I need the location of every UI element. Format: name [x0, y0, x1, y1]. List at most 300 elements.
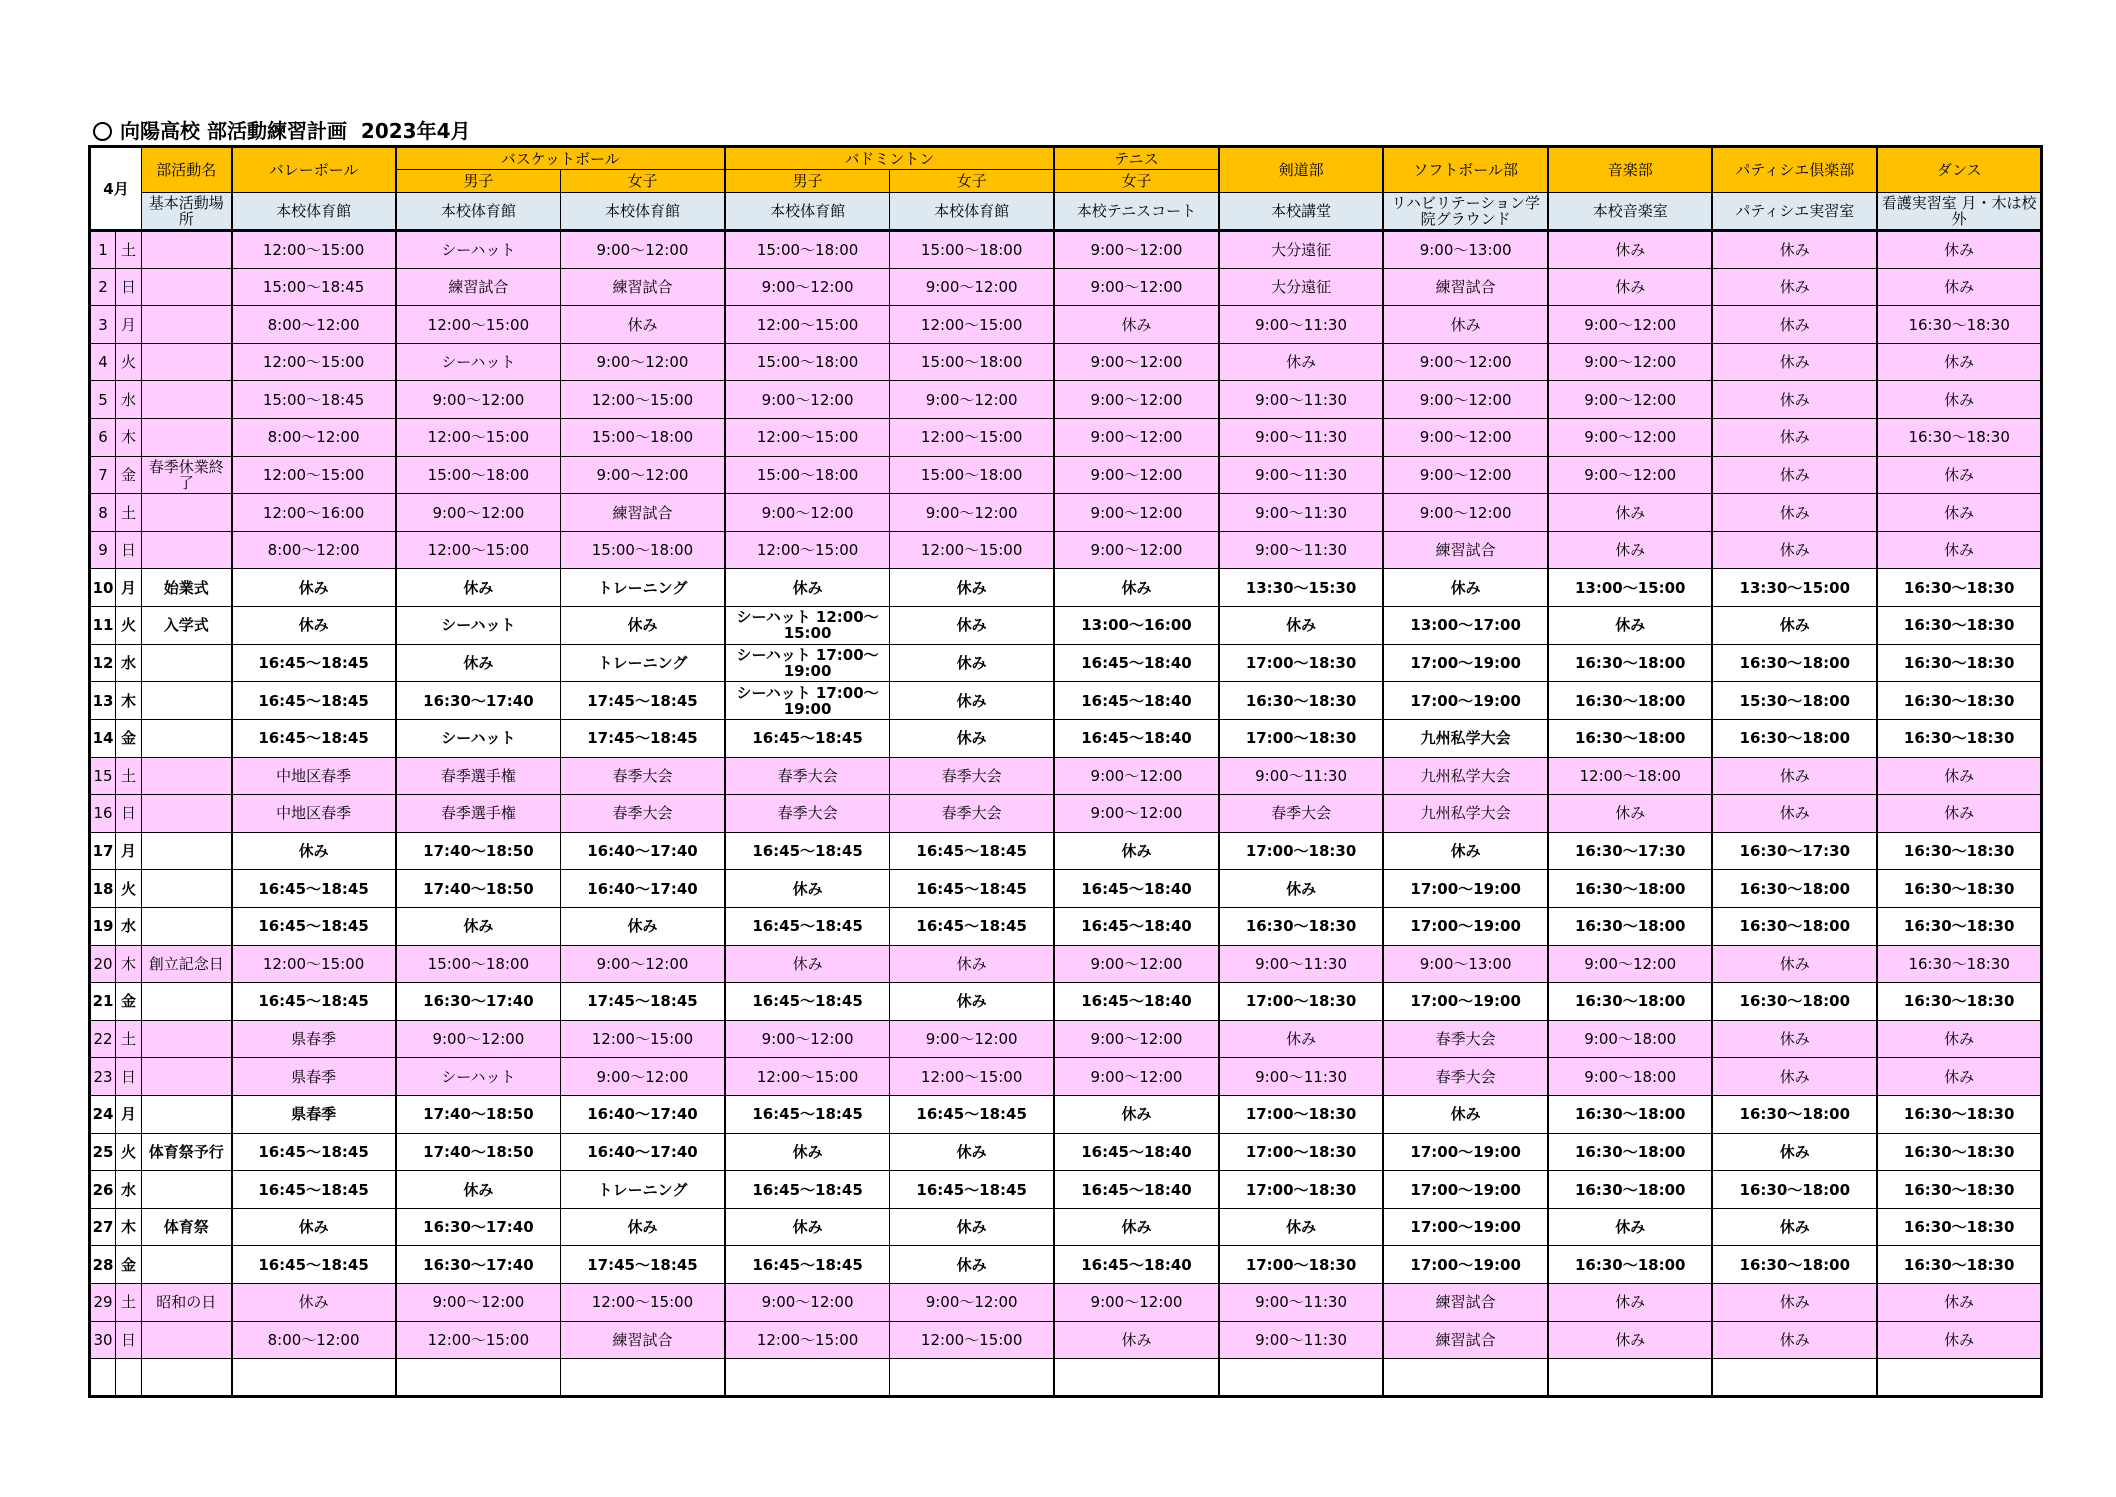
- schedule-cell: 17:00～19:00: [1383, 1246, 1548, 1284]
- schedule-cell: 9:00～12:00: [890, 268, 1054, 306]
- schedule-cell: 16:30～18:00: [1548, 1096, 1712, 1134]
- schedule-cell: 春季大会: [1219, 795, 1383, 833]
- schedule-cell: 12:00～15:00: [725, 1058, 890, 1096]
- table-row: [90, 1171, 2042, 1209]
- schedule-cell: 16:45～18:40: [1054, 719, 1219, 757]
- schedule-cell: 8:00～12:00: [232, 306, 396, 344]
- schedule-cell: 休み: [1054, 1096, 1219, 1134]
- schedule-cell: シーハット 17:00～19:00: [725, 644, 890, 682]
- schedule-cell: 県春季: [232, 1096, 396, 1134]
- schedule-cell: 16:45～18:45: [890, 1096, 1054, 1134]
- schedule-cell: 17:00～18:30: [1219, 832, 1383, 870]
- schedule-cell: 9:00～13:00: [1383, 945, 1548, 983]
- schedule-cell: 休み: [890, 682, 1054, 720]
- schedule-cell: 12:00～15:00: [890, 1321, 1054, 1359]
- schedule-cell: 17:00～19:00: [1383, 1133, 1548, 1171]
- schedule-cell: 休み: [890, 607, 1054, 645]
- schedule-cell: 17:40～18:50: [396, 870, 561, 908]
- schedule-cell: 12:00～15:00: [396, 1321, 561, 1359]
- schedule-cell: 16:30～17:40: [396, 983, 561, 1021]
- schedule-cell: 16:30～18:30: [1877, 1171, 2041, 1209]
- group-softball: ソフトボール部: [1383, 147, 1548, 193]
- day-number: 13: [90, 682, 116, 720]
- schedule-cell: 9:00～12:00: [561, 1058, 725, 1096]
- schedule-cell: 16:30～18:00: [1548, 907, 1712, 945]
- schedule-cell: 17:00～19:00: [1383, 983, 1548, 1021]
- day-note: [142, 1058, 232, 1096]
- venue-badminton-boys: 本校体育館: [725, 193, 890, 231]
- schedule-cell: 16:30～18:30: [1877, 569, 2041, 607]
- schedule-cell: 16:45～18:40: [1054, 870, 1219, 908]
- day-note: 始業式: [142, 569, 232, 607]
- day-number: 22: [90, 1020, 116, 1058]
- empty-cell: [561, 1359, 725, 1397]
- schedule-cell: トレーニング: [561, 569, 725, 607]
- day-note: [142, 531, 232, 569]
- schedule-cell: 休み: [1712, 456, 1877, 494]
- schedule-cell: 13:30～15:30: [1219, 569, 1383, 607]
- table-row: [90, 757, 2042, 795]
- empty-cell: [142, 1359, 232, 1397]
- schedule-cell: 9:00～12:00: [1548, 381, 1712, 419]
- table-row: [90, 719, 2042, 757]
- day-number: 10: [90, 569, 116, 607]
- day-note: [142, 1321, 232, 1359]
- day-note: [142, 343, 232, 381]
- group-music: 音楽部: [1548, 147, 1712, 193]
- schedule-cell: 9:00～12:00: [396, 1020, 561, 1058]
- schedule-cell: 16:30～18:00: [1712, 983, 1877, 1021]
- schedule-cell: 17:00～18:30: [1219, 644, 1383, 682]
- schedule-cell: 17:00～18:30: [1219, 1133, 1383, 1171]
- schedule-cell: 休み: [1712, 419, 1877, 457]
- day-number: 28: [90, 1246, 116, 1284]
- schedule-cell: 16:30～18:00: [1548, 983, 1712, 1021]
- schedule-cell: 16:45～18:45: [725, 832, 890, 870]
- day-note: [142, 494, 232, 532]
- schedule-cell: 16:30～18:30: [1877, 1246, 2041, 1284]
- schedule-cell: 9:00～11:30: [1219, 456, 1383, 494]
- schedule-cell: 16:45～18:40: [1054, 983, 1219, 1021]
- schedule-cell: 休み: [396, 644, 561, 682]
- table-row: [90, 870, 2042, 908]
- schedule-cell: 休み: [561, 907, 725, 945]
- schedule-cell: 16:45～18:45: [232, 907, 396, 945]
- schedule-cell: 休み: [1712, 531, 1877, 569]
- table-row: [90, 1058, 2042, 1096]
- schedule-cell: 9:00～12:00: [1548, 945, 1712, 983]
- schedule-cell: 休み: [1219, 870, 1383, 908]
- empty-cell: [890, 1359, 1054, 1397]
- schedule-cell: 16:30～18:00: [1712, 1096, 1877, 1134]
- schedule-cell: 12:00～15:00: [725, 419, 890, 457]
- schedule-cell: 休み: [1712, 1284, 1877, 1322]
- schedule-cell: 12:00～15:00: [561, 381, 725, 419]
- day-number: 16: [90, 795, 116, 833]
- schedule-cell: 12:00～18:00: [1548, 757, 1712, 795]
- day-note: [142, 832, 232, 870]
- schedule-cell: 休み: [561, 306, 725, 344]
- schedule-cell: 休み: [396, 569, 561, 607]
- schedule-cell: 休み: [1877, 1020, 2041, 1058]
- schedule-cell: 17:45～18:45: [561, 1246, 725, 1284]
- table-row: [90, 1020, 2042, 1058]
- schedule-cell: 9:00～11:30: [1219, 1284, 1383, 1322]
- schedule-cell: 15:00～18:00: [561, 419, 725, 457]
- schedule-cell: 16:30～18:00: [1548, 682, 1712, 720]
- schedule-cell: 休み: [232, 832, 396, 870]
- schedule-cell: シーハット: [396, 1058, 561, 1096]
- schedule-cell: シーハット: [396, 343, 561, 381]
- schedule-cell: 9:00～12:00: [561, 945, 725, 983]
- schedule-cell: 17:40～18:50: [396, 832, 561, 870]
- weekday: 土: [116, 231, 142, 269]
- venue-label: 基本活動場所: [142, 193, 232, 231]
- schedule-cell: 9:00～12:00: [1054, 1020, 1219, 1058]
- venue-basketball-girls: 本校体育館: [561, 193, 725, 231]
- schedule-cell: 春季大会: [890, 795, 1054, 833]
- weekday: 土: [116, 1020, 142, 1058]
- day-number: 18: [90, 870, 116, 908]
- schedule-cell: 9:00～12:00: [1383, 419, 1548, 457]
- schedule-cell: 中地区春季: [232, 757, 396, 795]
- weekday: 金: [116, 456, 142, 494]
- schedule-cell: 九州私学大会: [1383, 757, 1548, 795]
- schedule-cell: 休み: [725, 1133, 890, 1171]
- schedule-cell: 9:00～12:00: [890, 1284, 1054, 1322]
- schedule-cell: 9:00～11:30: [1219, 306, 1383, 344]
- schedule-cell: 16:45～18:45: [232, 983, 396, 1021]
- weekday: 月: [116, 832, 142, 870]
- table-row: [90, 343, 2042, 381]
- schedule-cell: 16:30～18:00: [1712, 1246, 1877, 1284]
- schedule-cell: 16:30～18:30: [1877, 983, 2041, 1021]
- table-row: [90, 531, 2042, 569]
- weekday: 火: [116, 607, 142, 645]
- schedule-cell: 17:40～18:50: [396, 1096, 561, 1134]
- schedule-body: [90, 231, 2042, 1397]
- day-note: [142, 870, 232, 908]
- weekday: 火: [116, 1133, 142, 1171]
- schedule-cell: 15:00～18:45: [232, 268, 396, 306]
- day-number: 25: [90, 1133, 116, 1171]
- schedule-cell: 12:00～15:00: [232, 945, 396, 983]
- schedule-cell: 休み: [1219, 343, 1383, 381]
- day-note: 入学式: [142, 607, 232, 645]
- schedule-cell: 春季大会: [1383, 1020, 1548, 1058]
- schedule-cell: 休み: [1383, 1096, 1548, 1134]
- schedule-cell: 休み: [232, 1208, 396, 1246]
- group-kendo: 剣道部: [1219, 147, 1383, 193]
- group-patissier: パティシエ倶楽部: [1712, 147, 1877, 193]
- schedule-cell: 16:45～18:45: [725, 1096, 890, 1134]
- empty-cell: [1877, 1359, 2041, 1397]
- schedule-cell: 16:30～18:30: [1877, 644, 2041, 682]
- schedule-cell: 12:00～15:00: [561, 1020, 725, 1058]
- empty-cell: [1712, 1359, 1877, 1397]
- schedule-cell: 9:00～12:00: [1054, 343, 1219, 381]
- schedule-cell: 15:00～18:00: [725, 231, 890, 269]
- schedule-cell: 16:30～18:30: [1877, 306, 2041, 344]
- schedule-cell: 9:00～18:00: [1548, 1058, 1712, 1096]
- schedule-cell: 9:00～12:00: [890, 381, 1054, 419]
- schedule-cell: 休み: [1548, 531, 1712, 569]
- schedule-cell: トレーニング: [561, 1171, 725, 1209]
- schedule-cell: 16:30～18:00: [1548, 719, 1712, 757]
- schedule-cell: 休み: [725, 870, 890, 908]
- schedule-cell: 休み: [1712, 1020, 1877, 1058]
- schedule-cell: 12:00～15:00: [561, 1284, 725, 1322]
- day-number: 14: [90, 719, 116, 757]
- table-row: [90, 419, 2042, 457]
- schedule-cell: 9:00～12:00: [1054, 231, 1219, 269]
- schedule-cell: 休み: [725, 945, 890, 983]
- schedule-cell: 大分遠征: [1219, 231, 1383, 269]
- weekday: 日: [116, 531, 142, 569]
- schedule-cell: 休み: [1219, 1020, 1383, 1058]
- schedule-cell: 16:30～18:00: [1548, 644, 1712, 682]
- schedule-cell: 16:30～17:30: [1712, 832, 1877, 870]
- schedule-cell: 休み: [1712, 231, 1877, 269]
- empty-cell: [232, 1359, 396, 1397]
- schedule-cell: 休み: [1877, 1321, 2041, 1359]
- venue-tennis: 本校テニスコート: [1054, 193, 1219, 231]
- day-note: 体育祭: [142, 1208, 232, 1246]
- day-note: 創立記念日: [142, 945, 232, 983]
- weekday: 水: [116, 644, 142, 682]
- schedule-cell: 休み: [1877, 795, 2041, 833]
- schedule-cell: 休み: [1877, 531, 2041, 569]
- schedule-cell: 練習試合: [396, 268, 561, 306]
- schedule-cell: 8:00～12:00: [232, 419, 396, 457]
- table-row: [90, 832, 2042, 870]
- weekday: 木: [116, 682, 142, 720]
- day-note: [142, 757, 232, 795]
- schedule-cell: 9:00～12:00: [1054, 419, 1219, 457]
- schedule-cell: 17:00～19:00: [1383, 1208, 1548, 1246]
- group-badminton: バドミントン: [725, 147, 1054, 170]
- day-number: 17: [90, 832, 116, 870]
- schedule-cell: 県春季: [232, 1020, 396, 1058]
- table-row: [90, 569, 2042, 607]
- schedule-cell: 9:00～12:00: [890, 494, 1054, 532]
- schedule-cell: 県春季: [232, 1058, 396, 1096]
- schedule-cell: 12:00～15:00: [232, 231, 396, 269]
- day-note: [142, 1096, 232, 1134]
- schedule-cell: 16:45～18:45: [232, 1246, 396, 1284]
- schedule-cell: 9:00～12:00: [1054, 1058, 1219, 1096]
- schedule-cell: 練習試合: [561, 494, 725, 532]
- weekday: 木: [116, 419, 142, 457]
- schedule-cell: 休み: [1548, 231, 1712, 269]
- weekday: 木: [116, 945, 142, 983]
- schedule-cell: 春季選手権: [396, 795, 561, 833]
- table-row: [90, 945, 2042, 983]
- schedule-cell: 春季大会: [890, 757, 1054, 795]
- table-row: [90, 907, 2042, 945]
- table-row: [90, 1133, 2042, 1171]
- schedule-cell: 16:30～18:00: [1712, 719, 1877, 757]
- weekday: 月: [116, 306, 142, 344]
- schedule-cell: 9:00～12:00: [561, 456, 725, 494]
- schedule-cell: 16:45～18:45: [890, 1171, 1054, 1209]
- day-number: 6: [90, 419, 116, 457]
- schedule-cell: 休み: [1877, 381, 2041, 419]
- schedule-cell: 16:30～18:30: [1877, 607, 2041, 645]
- schedule-cell: 17:00～19:00: [1383, 1171, 1548, 1209]
- practice-schedule-table: [88, 145, 2043, 1398]
- schedule-cell: 16:45～18:45: [232, 682, 396, 720]
- weekday: 月: [116, 569, 142, 607]
- schedule-cell: 16:30～18:30: [1877, 945, 2041, 983]
- day-number: 3: [90, 306, 116, 344]
- weekday: 土: [116, 494, 142, 532]
- schedule-cell: 17:00～19:00: [1383, 870, 1548, 908]
- schedule-cell: 休み: [1877, 231, 2041, 269]
- day-note: [142, 719, 232, 757]
- schedule-cell: 休み: [1712, 607, 1877, 645]
- table-row: [90, 231, 2042, 269]
- schedule-cell: 休み: [1548, 1284, 1712, 1322]
- sub-tennis-girls: 女子: [1054, 170, 1219, 193]
- schedule-cell: 9:00～12:00: [561, 231, 725, 269]
- schedule-cell: 16:30～18:30: [1877, 1208, 2041, 1246]
- club-name-label: 部活動名: [142, 147, 232, 193]
- schedule-cell: 16:30～18:30: [1877, 870, 2041, 908]
- schedule-cell: 春季選手権: [396, 757, 561, 795]
- schedule-cell: 16:30～18:00: [1548, 870, 1712, 908]
- day-number: 23: [90, 1058, 116, 1096]
- day-note: [142, 268, 232, 306]
- schedule-cell: 春季大会: [725, 757, 890, 795]
- day-number: 30: [90, 1321, 116, 1359]
- schedule-cell: 休み: [890, 983, 1054, 1021]
- schedule-cell: 春季大会: [561, 795, 725, 833]
- day-note: [142, 644, 232, 682]
- day-number: 8: [90, 494, 116, 532]
- table-row: [90, 795, 2042, 833]
- day-note: [142, 1246, 232, 1284]
- schedule-cell: 12:00～15:00: [725, 1321, 890, 1359]
- schedule-cell: 12:00～15:00: [725, 306, 890, 344]
- day-note: [142, 381, 232, 419]
- schedule-cell: 休み: [1548, 268, 1712, 306]
- schedule-cell: 15:00～18:00: [561, 531, 725, 569]
- schedule-cell: 16:45～18:45: [890, 907, 1054, 945]
- schedule-cell: 16:45～18:45: [232, 644, 396, 682]
- schedule-cell: 休み: [1548, 1321, 1712, 1359]
- schedule-cell: 休み: [1877, 1058, 2041, 1096]
- empty-cell: [1054, 1359, 1219, 1397]
- page-title: [93, 116, 471, 146]
- day-number: 1: [90, 231, 116, 269]
- schedule-cell: 16:45～18:40: [1054, 1133, 1219, 1171]
- group-tennis: テニス: [1054, 147, 1219, 170]
- schedule-cell: 15:00～18:00: [890, 231, 1054, 269]
- table-row: [90, 1284, 2042, 1322]
- schedule-cell: 9:00～12:00: [725, 381, 890, 419]
- schedule-cell: 16:30～18:00: [1548, 1133, 1712, 1171]
- day-note: [142, 795, 232, 833]
- schedule-cell: 16:30～17:40: [396, 682, 561, 720]
- table-row: [90, 644, 2042, 682]
- schedule-cell: 休み: [1054, 1321, 1219, 1359]
- schedule-cell: 9:00～12:00: [561, 343, 725, 381]
- schedule-cell: 休み: [1712, 757, 1877, 795]
- venue-badminton-girls: 本校体育館: [890, 193, 1054, 231]
- day-number: 4: [90, 343, 116, 381]
- day-note: 昭和の日: [142, 1284, 232, 1322]
- weekday: 日: [116, 795, 142, 833]
- sub-basketball-boys: 男子: [396, 170, 561, 193]
- day-note: [142, 907, 232, 945]
- schedule-cell: 16:30～17:30: [1548, 832, 1712, 870]
- schedule-cell: 9:00～12:00: [1548, 419, 1712, 457]
- day-note: [142, 682, 232, 720]
- table-row: [90, 1096, 2042, 1134]
- schedule-cell: 9:00～12:00: [1383, 343, 1548, 381]
- schedule-cell: 休み: [396, 1171, 561, 1209]
- schedule-cell: 休み: [1712, 1058, 1877, 1096]
- day-note: [142, 231, 232, 269]
- table-row: [90, 494, 2042, 532]
- schedule-cell: 15:30～18:00: [1712, 682, 1877, 720]
- empty-cell: [116, 1359, 142, 1397]
- schedule-cell: 9:00～12:00: [1383, 494, 1548, 532]
- schedule-cell: 休み: [725, 1208, 890, 1246]
- empty-row: [90, 1359, 2042, 1397]
- day-number: 26: [90, 1171, 116, 1209]
- schedule-cell: 16:30～18:00: [1712, 1171, 1877, 1209]
- schedule-cell: 休み: [1712, 343, 1877, 381]
- weekday: 火: [116, 870, 142, 908]
- weekday: 水: [116, 1171, 142, 1209]
- schedule-cell: 休み: [1383, 306, 1548, 344]
- schedule-cell: 練習試合: [1383, 1321, 1548, 1359]
- schedule-cell: 休み: [561, 1208, 725, 1246]
- day-note: 春季休業終了: [142, 456, 232, 494]
- schedule-cell: 休み: [1054, 1208, 1219, 1246]
- day-number: 21: [90, 983, 116, 1021]
- schedule-cell: 練習試合: [561, 1321, 725, 1359]
- schedule-cell: シーハット 12:00～15:00: [725, 607, 890, 645]
- schedule-cell: 16:30～18:30: [1219, 907, 1383, 945]
- day-number: 20: [90, 945, 116, 983]
- schedule-cell: 休み: [1712, 306, 1877, 344]
- schedule-cell: 9:00～11:30: [1219, 1321, 1383, 1359]
- weekday: 金: [116, 719, 142, 757]
- header-row-venues: [90, 193, 2042, 231]
- schedule-cell: 15:00～18:00: [890, 343, 1054, 381]
- schedule-cell: 16:40～17:40: [561, 1096, 725, 1134]
- schedule-cell: 17:45～18:45: [561, 719, 725, 757]
- schedule-cell: 休み: [1877, 343, 2041, 381]
- schedule-cell: 9:00～11:30: [1219, 494, 1383, 532]
- schedule-cell: 16:30～17:40: [396, 1208, 561, 1246]
- title-text: 向陽高校 部活動練習計画: [120, 119, 347, 143]
- schedule-cell: 16:30～18:30: [1877, 832, 2041, 870]
- schedule-cell: 17:40～18:50: [396, 1133, 561, 1171]
- schedule-cell: 中地区春季: [232, 795, 396, 833]
- weekday: 日: [116, 1058, 142, 1096]
- month-label: 4月: [90, 147, 142, 231]
- day-number: 12: [90, 644, 116, 682]
- schedule-cell: 休み: [1054, 832, 1219, 870]
- day-number: 7: [90, 456, 116, 494]
- schedule-cell: 9:00～12:00: [1054, 757, 1219, 795]
- header-row-groups: [90, 147, 2042, 170]
- schedule-cell: 13:00～17:00: [1383, 607, 1548, 645]
